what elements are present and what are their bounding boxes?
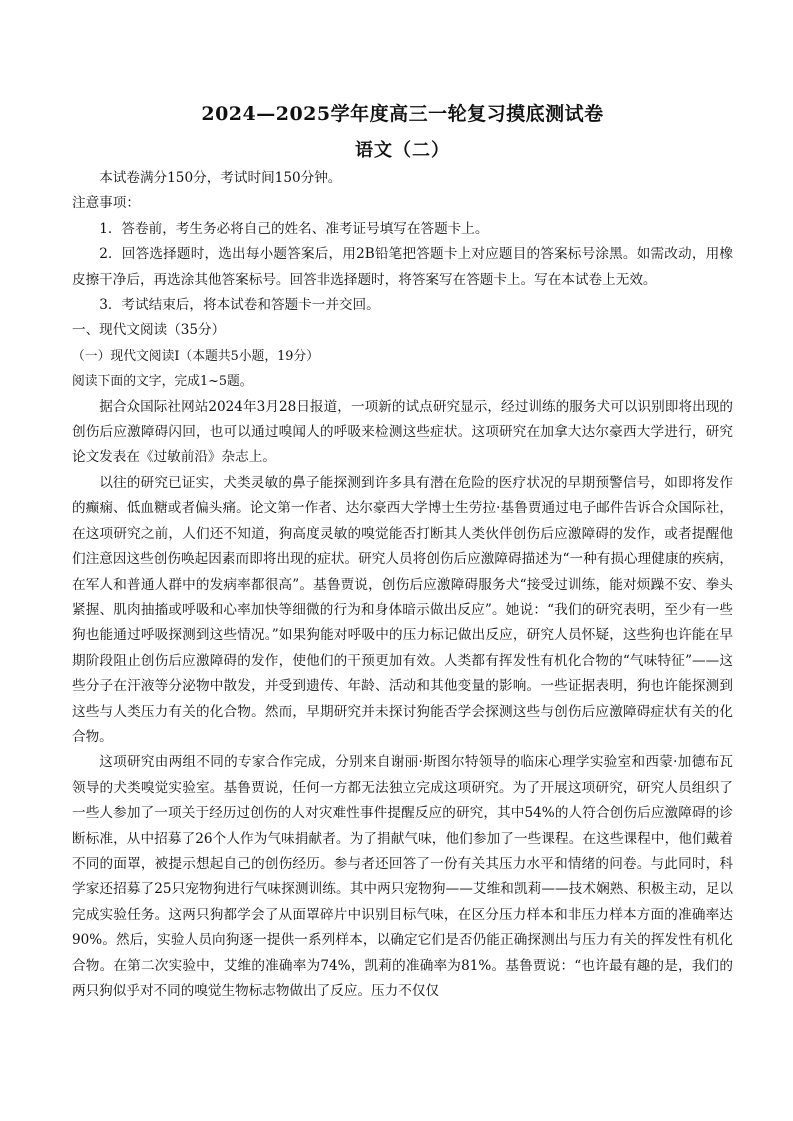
passage-paragraph: 据合众国际社网站2024年3月28日报道，一项新的试点研究显示，经过训练的服务犬可以识别即将出现的创伤后应激障碍闪回，也可以通过嗅闻人的呼吸来检测这些症状。这项研究在加拿大达尔豪西大学进行，研究论文发表在《过敏前沿》杂志上。	[72, 398, 733, 466]
passage-paragraph: 这项研究由两组不同的专家合作完成，分别来自谢丽·斯图尔特领导的临床心理学实验室和西蒙·加德布瓦领导的犬类嗅觉实验室。基鲁贾说，任何一方都无法独立完成这项研究。为了开展这项研究，研究人员组织了一些人参加了一项关于经历过创伤的人对灾难性事件提醒反应的研究，其中54%的人符合创伤后应激障碍的诊断标准，从中招募了26个人作为气味捐献者。为了捐献气味，他们参加了一些课程。在这些课程中，他们戴着不同的面罩，被提示想起自己的创伤经历。参与者还回答了一份有关其压力水平和情绪的问卷。与此同时，科学家还招募了25只宠物狗进行气味探测训练。其中两只宠物狗——艾维和凯莉——技术娴熟、积极主动，足以完成实验任务。这两只狗都学会了从面罩碎片中识别目标气味，在区分压力样本和非压力样本方面的准确率达90%。然后，实验人员向狗逐一提供一系列样本，以确定它们是否仍能正确探测出与压力有关的挥发性有机化合物。在第二次实验中，艾维的准确率为74%，凯莉的准确率为81%。基鲁贾说：“也许最有趣的是，我们的两只狗似乎对不同的嗅觉生物标志物做出了反应。压力不仅仅	[72, 754, 733, 999]
subsection-heading: （一）现代文阅读Ⅰ（本题共5小题，19分）	[72, 348, 320, 364]
exam-title: 2024—2025学年度高三一轮复习摸底测试卷	[201, 103, 604, 125]
passage-paragraph: 以往的研究已证实，犬类灵敏的鼻子能探测到许多具有潜在危险的医疗状况的早期预警信号，如即将发作的癫痫、低血糖或者偏头痛。论文第一作者、达尔豪西大学博士生劳拉·基鲁贾通过电子邮件告诉合众国际社，在这项研究之前，人们还不知道，狗高度灵敏的嗅觉能否打断其人类伙伴创伤后应激障碍的发作，或者提醒他们注意因这些创伤唤起因素而即将出现的症状。研究人员将创伤后应激障碍描述为“一种有损心理健康的疾病，在军人和普通人群中的发病率都很高”。基鲁贾说，创伤后应激障碍服务犬“接受过训练，能对烦躁不安、拳头紧握、肌肉抽搐或呼吸和心率加快等细微的行为和身体暗示做出反应”。她说：“我们的研究表明，至少有一些狗也能通过呼吸探测到这些情况。”如果狗能对呼吸中的压力标记做出反应，研究人员怀疑，这些狗也许能在早期阶段阻止创伤后应激障碍的发作，使他们的干预更加有效。人类都有挥发性有机化合物的“气味特征”——这些分子在汗液等分泌物中散发，并受到遗传、年龄、活动和其他变量的影响。一些证据表明，狗也许能探测到这些与人类压力有关的化合物。然而，早期研究并未探讨狗能否学会探测这些与创伤后应激障碍症状有关的化合物。	[72, 474, 733, 745]
notice-heading: 注意事项：	[72, 195, 140, 212]
notice-item: 3．考试结束后，将本试卷和答题卡一并交回。	[99, 297, 380, 314]
reading-instruction: 阅读下面的文字，完成1~5题。	[72, 374, 253, 390]
exam-subtitle: 语文（二）	[355, 140, 450, 161]
notice-item: 2．回答选择题时，选出每小题答案后，用2B铅笔把答题卡上对应题目的答案标号涂黑。如需改动，用橡皮擦干净后，再选涂其他答案标号。回答非选择题时，将答案写在答题卡上。写在本试卷上无效。	[72, 246, 733, 288]
score-line: 本试卷满分150分，考试时间150分钟。	[99, 170, 342, 186]
section-heading: 一、现代文阅读（35分）	[72, 322, 226, 339]
notice-item: 1．答卷前，考生务必将自己的姓名、准考证号填写在答题卡上。	[99, 220, 489, 237]
